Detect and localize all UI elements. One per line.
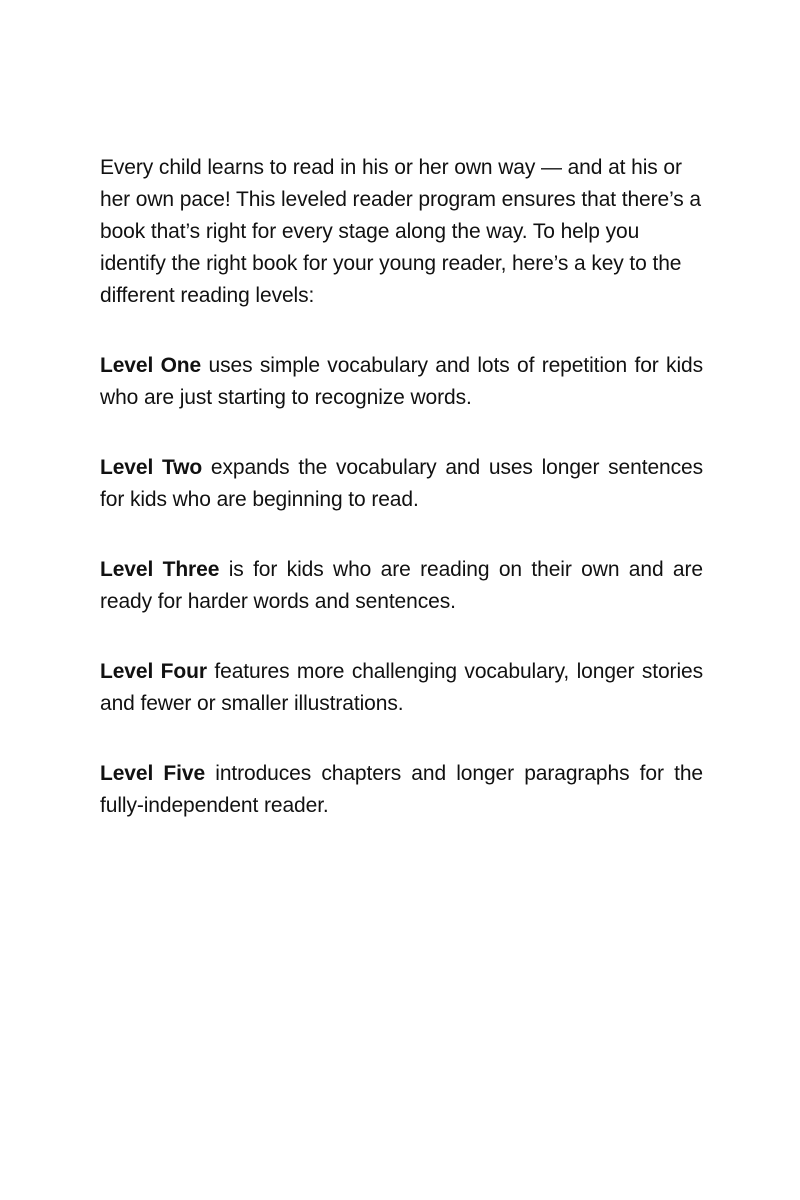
level-three-description: is for kids who are reading on their own and are ready for harder words and sentences.: [100, 558, 703, 613]
level-three-name: Level Three: [100, 558, 220, 581]
level-four-name: Level Four: [100, 660, 207, 683]
page-content: [100, 152, 703, 860]
level-two-paragraph: [100, 452, 703, 516]
level-five-description: introduces chapters and longer paragraphs for the fully-independent reader.: [100, 762, 703, 817]
level-four-paragraph: [100, 656, 703, 720]
intro-paragraph: Every child learns to read in his or her own way — and at his or her own pace! This leveled reader program ensures that there’s a book that’s right for every stage along the way. To help you identify the right book for your young reader, here’s a key to the different reading levels:: [100, 156, 702, 307]
level-five-paragraph: [100, 758, 703, 822]
level-two-name: Level Two: [100, 456, 203, 479]
level-three-paragraph: [100, 554, 703, 618]
level-one-paragraph: [100, 350, 703, 414]
level-two-description: expands the vocabulary and uses longer sentences for kids who are beginning to read.: [100, 456, 703, 511]
level-five-name: Level Five: [100, 762, 206, 785]
level-four-description: features more challenging vocabulary, longer stories and fewer or smaller illustrations.: [100, 660, 703, 715]
level-one-description: uses simple vocabulary and lots of repetition for kids who are just starting to recognize words.: [100, 354, 703, 409]
level-one-name: Level One: [100, 354, 202, 377]
